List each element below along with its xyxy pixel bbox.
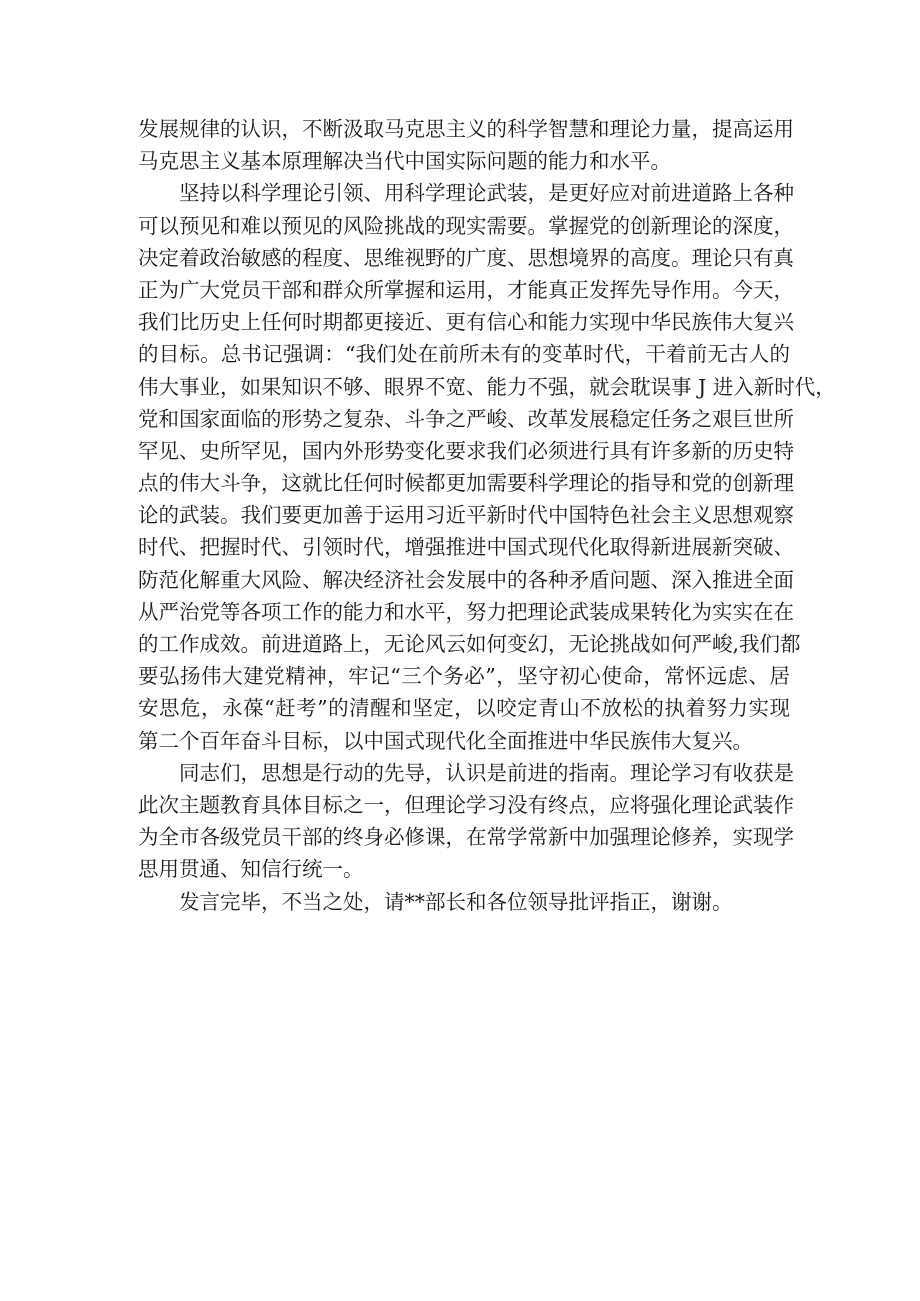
paragraph-2 bbox=[138, 177, 836, 756]
text-line: 罕见、史所罕见，国内外形势变化要求我们必须进行具有许多新的历史特 bbox=[138, 438, 794, 463]
text-line: 坚持以科学理论引领、用科学理论武装，是更好应对前进道路上各种 bbox=[179, 181, 794, 206]
text-line: 为全市各级党员干部的终身必修课，在常学常新中加强理论修养，实现学 bbox=[138, 825, 794, 850]
paragraph-1 bbox=[138, 113, 794, 177]
text-line: 的目标。总书记强调：“我们处在前所未有的变革时代，干着前无古人的 bbox=[138, 342, 790, 367]
text-line: 正为广大党员干部和群众所掌握和运用，才能真正发挥先导作用。今天， bbox=[138, 277, 794, 302]
text-line: 伟大事业，如果知识不够、眼界不宽、能力不强，就会耽误事 J 进入新时代， bbox=[138, 374, 836, 399]
text-line: 思用贯通、知信行统一。 bbox=[138, 857, 364, 882]
text-line: 安思危，永葆“赶考”的清醒和坚定，以咬定青山不放松的执着努力实现 bbox=[138, 696, 790, 721]
text-line: 我们比历史上任何时期都更接近、更有信心和能力实现中华民族伟大复兴 bbox=[138, 310, 794, 335]
text-line: 发言完毕，不当之处，请**部长和各位领导批评指正，谢谢。 bbox=[179, 889, 733, 914]
text-line: 的工作成效。前进道路上，无论风云如何变幻，无论挑战如何严峻,我们都 bbox=[138, 632, 801, 656]
text-line: 可以预见和难以预见的风险挑战的现实需要。掌握党的创新理论的深度， bbox=[138, 213, 794, 238]
text-line: 发展规律的认识，不断汲取马克思主义的科学智慧和理论力量，提高运用 bbox=[138, 117, 794, 141]
document-body bbox=[138, 113, 836, 918]
text-line: 同志们，思想是行动的先导，认识是前进的指南。理论学习有收获是 bbox=[179, 760, 794, 785]
text-line: 马克思主义基本原理解决当代中国实际问题的能力和水平。 bbox=[138, 149, 671, 174]
text-line: 党和国家面临的形势之复杂、斗争之严峻、改革发展稳定任务之艰巨世所 bbox=[138, 406, 794, 431]
text-line: 第二个百年奋斗目标，以中国式现代化全面推进中华民族伟大复兴。 bbox=[138, 728, 753, 753]
paragraph-3 bbox=[138, 757, 794, 886]
text-line: 论的武装。我们要更加善于运用习近平新时代中国特色社会主义思想观察 bbox=[138, 503, 794, 528]
text-line: 防范化解重大风险、解决经济社会发展中的各种矛盾问题、深入推进全面 bbox=[138, 567, 794, 592]
text-line: 从严治党等各项工作的能力和水平，努力把理论武装成果转化为实实在在 bbox=[138, 599, 794, 624]
paragraph-4 bbox=[138, 886, 790, 918]
text-line: 时代、把握时代、引领时代，增强推进中国式现代化取得新进展新突破、 bbox=[138, 535, 794, 560]
text-line: 决定着政治敏感的程度、思维视野的广度、思想境界的高度。理论只有真 bbox=[138, 245, 794, 270]
text-line: 要弘扬伟大建党精神，牢记“三个务必”，坚守初心使命，常怀远虑、居 bbox=[138, 664, 790, 689]
text-line: 此次主题教育具体目标之一，但理论学习没有终点，应将强化理论武装作 bbox=[138, 792, 794, 817]
text-line: 点的伟大斗争，这就比任何时候都更加需要科学理论的指导和党的创新理 bbox=[138, 471, 794, 496]
